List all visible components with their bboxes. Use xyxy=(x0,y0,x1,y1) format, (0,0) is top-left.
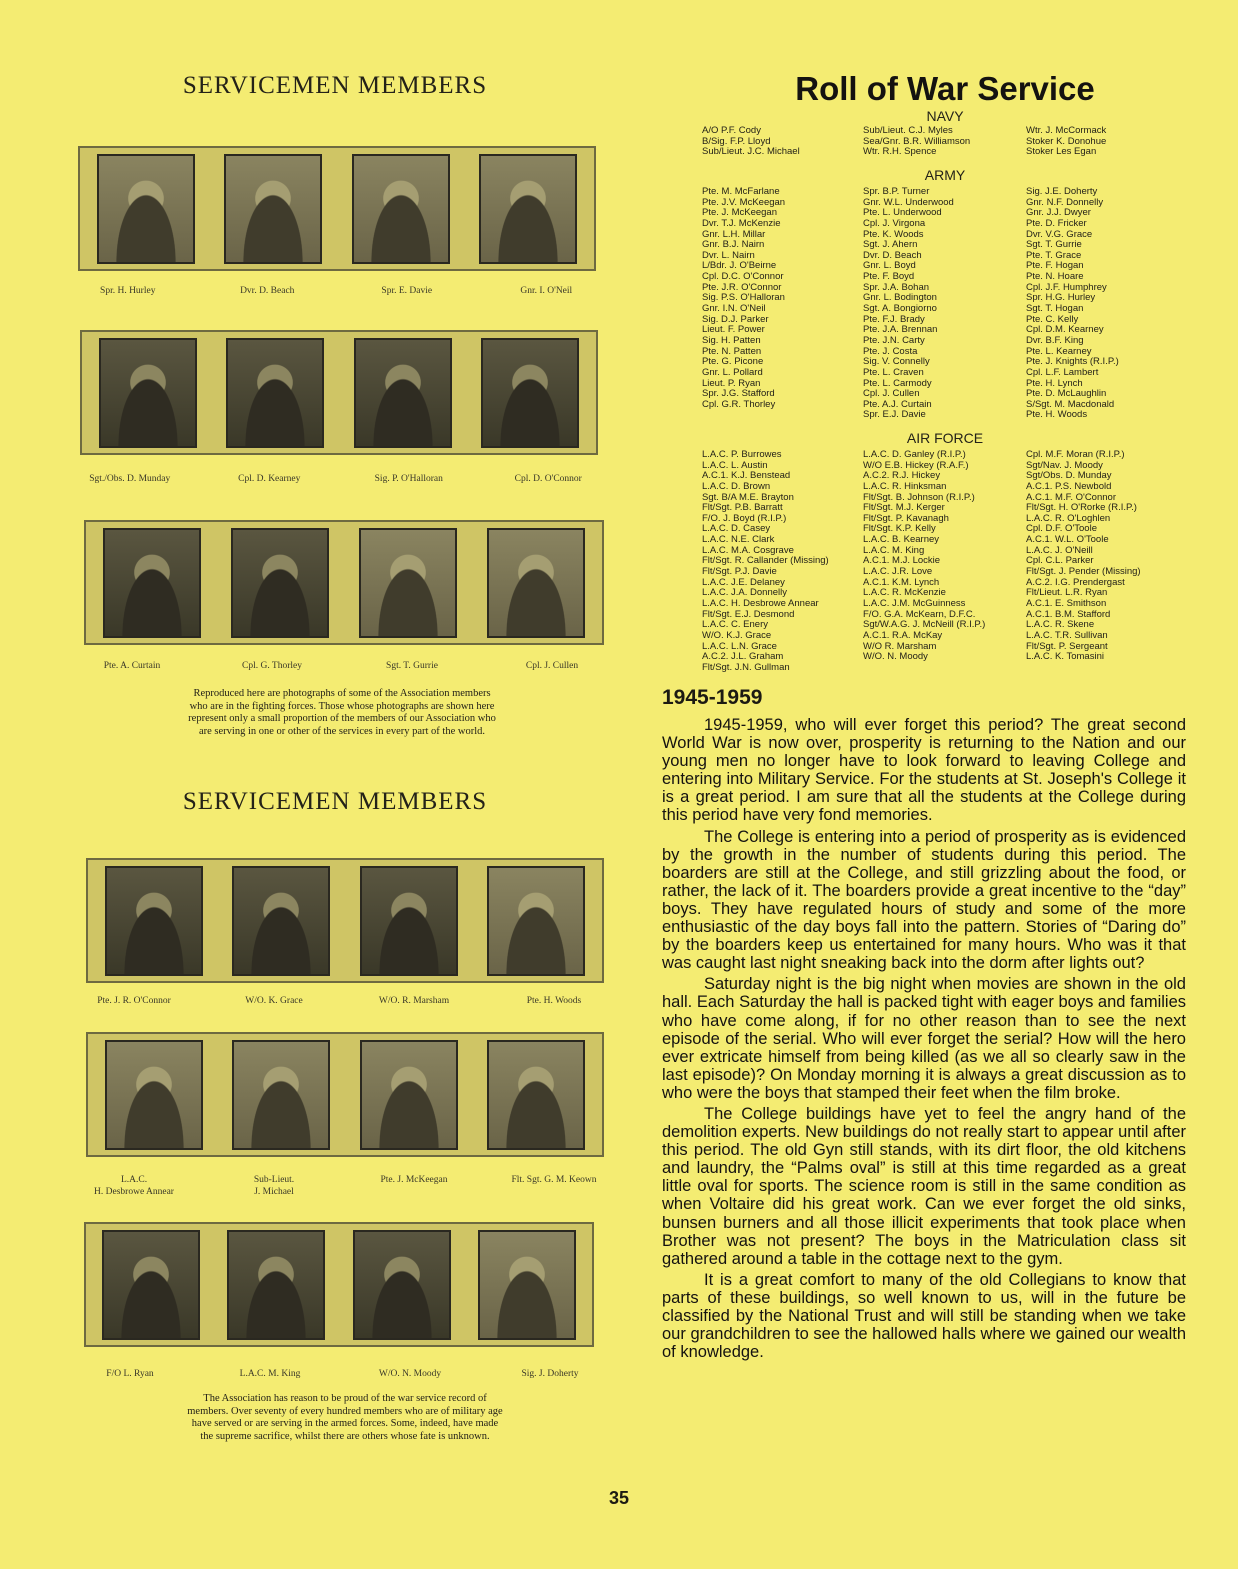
portrait-photo xyxy=(352,154,450,264)
roster-entry: Flt/Sgt. M.J. Kerger xyxy=(863,502,945,514)
portrait-photo xyxy=(354,338,452,448)
roster-entry: Sig. V. Connelly xyxy=(863,356,930,368)
roster-entry: Flt/Sgt. J. Pender (Missing) xyxy=(1026,566,1141,578)
photo-caption: Dvr. D. Beach xyxy=(240,286,295,296)
roster-entry: Dvr. L. Nairn xyxy=(702,249,755,261)
roster-entry: A.C.1. E. Smithson xyxy=(1026,597,1107,609)
roster-entry: Pte. A.J. Curtain xyxy=(863,398,932,410)
roster-entry: L.A.C. D. Casey xyxy=(702,523,771,535)
roster-entry: Gnr. L. Bodington xyxy=(863,292,937,304)
roster-entry: L.A.C. J.R. Love xyxy=(863,566,933,578)
portrait-photo xyxy=(487,528,585,638)
portrait-photo xyxy=(353,1230,451,1340)
photo-caption: Sgt. T. Gurrie xyxy=(386,661,438,671)
roster-entry: A.C.1. M.J. Lockie xyxy=(863,555,941,567)
roster-entry: Sea/Gnr. B.R. Williamson xyxy=(863,135,971,147)
roster-entry: Sgt/Nav. J. Moody xyxy=(1026,459,1103,471)
photo-caption: Pte. A. Curtain xyxy=(103,661,161,671)
roster-entry: Wtr. J. McCormack xyxy=(1026,125,1107,136)
roster-entry: L.A.C. T.R. Sullivan xyxy=(1026,629,1108,641)
roster-entry: Pte. T. Grace xyxy=(1026,249,1082,261)
portrait-photo xyxy=(487,1040,585,1150)
portrait-photo xyxy=(97,154,195,264)
photo-caption: Sig. J. Doherty xyxy=(521,1369,579,1379)
roster-entry: Flt/Sgt. R. Callander (Missing) xyxy=(702,555,829,567)
roster-entry: Sig. P.S. O'Halloran xyxy=(702,292,785,304)
roster-entry: Sgt/Obs. D. Munday xyxy=(1026,470,1112,482)
roster-entry: L.A.C. N.E. Clark xyxy=(702,534,775,546)
army-column-3 xyxy=(1026,187,1119,421)
photo-caption: L.A.C. M. King xyxy=(239,1369,301,1379)
photo-caption: Cpl. J. Cullen xyxy=(525,661,579,671)
photo-caption: Cpl. D. Kearney xyxy=(238,474,301,484)
roster-entry: Pte. D. Fricker xyxy=(1026,217,1087,229)
article-paragraph: The College is entering into a period of prosperity as is evidenced by the growth in the number of students during this period. The boarders are still at the College, and still grizzling about the food, or rather, the lack of it. The boarders provide a great incentive to the “day” boys. They have regulated hours of study and some of the more enthusiastic of the day boys fall into the pattern. Stories of “Daring do” by the boarders keep us entertained for many hours. Who was it that was caught last night sneaking back into the dorm after lights out? xyxy=(662,827,1186,973)
photo-strip-1 xyxy=(78,146,596,271)
roster-entry: L.A.C. M.A. Cosgrave xyxy=(702,544,794,556)
roster-entry: Gnr. I.N. O'Neil xyxy=(702,303,766,315)
roster-entry: Sig. J.E. Doherty xyxy=(1026,186,1098,197)
roster-entry: Pte. N. Hoare xyxy=(1026,271,1084,283)
photo-caption: Flt. Sgt. G. M. Keown xyxy=(511,1175,597,1185)
photo-caption: Gnr. I. O'Neil xyxy=(520,286,573,296)
roster-entry: Cpl. M.F. Moran (R.I.P.) xyxy=(1026,449,1125,460)
photo-strip-4 xyxy=(86,858,604,983)
photo-caption: Spr. E. Davie xyxy=(381,286,433,296)
roster-entry: L.A.C. P. Burrowes xyxy=(702,449,782,460)
photo-caption: L.A.C. H. Desbrowe Annear xyxy=(94,1175,174,1197)
roster-entry: L/Bdr. J. O'Beirne xyxy=(702,260,777,272)
navy-column-2 xyxy=(863,126,970,158)
roster-entry: A.C.2. R.J. Hickey xyxy=(863,470,941,482)
roster-entry: F/O. J. Boyd (R.I.P.) xyxy=(702,512,787,524)
article-paragraph: 1945-1959, who will ever forget this period? The great second World War is now over, prosperity is returning to the Nation and our young men no longer have to look forward to leaving College and entering into Military Service. For the students at St. Joseph's College it is a great period. I am sure that all the students at the College during this period have very fond memories. xyxy=(662,716,1186,825)
roster-entry: L.A.C. R. Hinksman xyxy=(863,480,947,492)
photo-caption: F/O L. Ryan xyxy=(106,1369,154,1379)
roster-entry: L.A.C. J.A. Donnelly xyxy=(702,587,788,599)
roster-entry: Cpl. J. Cullen xyxy=(863,388,920,400)
roster-entry: Pte. J.V. McKeegan xyxy=(702,196,786,208)
air-force-heading: AIR FORCE xyxy=(906,430,984,446)
roster-entry: L.A.C. K. Tomasini xyxy=(1026,651,1104,663)
photo-strip-5 xyxy=(86,1032,604,1157)
roster-entry: Pte. F. Boyd xyxy=(863,271,915,283)
portrait-photo xyxy=(226,338,324,448)
roster-entry: A.C.1. R.A. McKay xyxy=(863,629,943,641)
roster-entry: W/O. N. Moody xyxy=(863,651,928,663)
roster-entry: L.A.C. R. O'Loghlen xyxy=(1026,512,1111,524)
roster-entry: Pte. G. Picone xyxy=(702,356,764,368)
roster-entry: L.A.C. L.N. Grace xyxy=(702,640,777,652)
roster-entry: Flt/Sgt. H. O'Rorke (R.I.P.) xyxy=(1026,502,1137,514)
photo-caption: Pte. J. R. O'Connor xyxy=(97,996,171,1006)
roster-entry: B/Sig. F.P. Lloyd xyxy=(702,135,771,147)
roster-entry: Sgt/W.A.G. J. McNeill (R.I.P.) xyxy=(863,619,986,631)
roster-entry: Pte. J.R. O'Connor xyxy=(702,281,782,293)
roster-entry: Pte. J. McKeegan xyxy=(702,207,777,219)
roster-entry: Pte. L. Underwood xyxy=(863,207,942,219)
photo-caption: W/O. N. Moody xyxy=(378,1369,442,1379)
caption-paragraph-top: Reproduced here are photographs of some of the Association members who are in the fighting forces. Those whose photographs are shown here represent only a small proportion of the members of our Association who are serving in one or other of the services in every part of the world. xyxy=(188,688,496,737)
portrait-photo xyxy=(231,528,329,638)
roster-entry: A.C.1. K.M. Lynch xyxy=(863,576,940,588)
roster-entry: Pte. J.N. Carty xyxy=(863,334,925,346)
roster-entry: Wtr. R.H. Spence xyxy=(863,146,937,158)
roster-entry: L.A.C. H. Desbrowe Annear xyxy=(702,597,819,609)
navy-heading: NAVY xyxy=(926,108,964,124)
roster-entry: Dvr. D. Beach xyxy=(863,249,922,261)
roster-entry: Pte. M. McFarlane xyxy=(702,186,780,197)
photo-caption: Pte. H. Woods xyxy=(526,996,582,1006)
photo-caption: Cpl. D. O'Connor xyxy=(514,474,582,484)
roster-entry: Sgt. T. Gurrie xyxy=(1026,239,1082,251)
roster-entry: S/Sgt. M. Macdonald xyxy=(1026,398,1115,410)
air-column-1 xyxy=(702,450,829,673)
navy-column-1 xyxy=(702,126,800,158)
roster-entry: A.C.1. K.J. Benstead xyxy=(702,470,791,482)
roster-entry: Flt/Sgt. K.P. Kelly xyxy=(863,523,936,535)
roster-entry: Sgt. T. Hogan xyxy=(1026,303,1084,315)
roster-entry: Pte. J. Costa xyxy=(863,345,918,357)
portrait-photo xyxy=(99,338,197,448)
roster-entry: Gnr. L. Boyd xyxy=(863,260,916,272)
roster-entry: L.A.C. J.M. McGuinness xyxy=(863,597,966,609)
roster-entry: Spr. E.J. Davie xyxy=(863,409,926,421)
air-column-2 xyxy=(863,450,985,663)
roster-entry: L.A.C. R. Skene xyxy=(1026,619,1095,631)
photo-captions-1 xyxy=(58,285,616,297)
roster-entry: Flt/Sgt. J.N. Gullman xyxy=(702,661,790,673)
roster-entry: Sig. D.J. Parker xyxy=(702,313,769,325)
roster-entry: Flt/Sgt. E.J. Desmond xyxy=(702,608,795,620)
roster-entry: Sgt. A. Bongiorno xyxy=(863,303,937,315)
roster-entry: A.C.1. B.M. Stafford xyxy=(1026,608,1111,620)
roster-entry: Pte. H. Woods xyxy=(1026,409,1088,421)
article-body xyxy=(662,716,1186,1364)
roster-entry: W/O E.B. Hickey (R.A.F.) xyxy=(863,459,969,471)
roster-entry: Pte. N. Patten xyxy=(702,345,762,357)
roster-entry: Lieut. P. Ryan xyxy=(702,377,761,389)
roster-entry: Gnr. N.F. Donnelly xyxy=(1026,196,1104,208)
roster-entry: Lieut. F. Power xyxy=(702,324,765,336)
roster-entry: Pte. F. Hogan xyxy=(1026,260,1084,272)
photo-captions-4 xyxy=(64,995,624,1007)
roster-entry: Cpl. D.C. O'Connor xyxy=(702,271,784,283)
army-column-2 xyxy=(863,187,954,421)
photo-captions-3 xyxy=(62,660,622,672)
portrait-photo xyxy=(105,866,203,976)
photo-strip-3 xyxy=(84,520,604,645)
portrait-photo xyxy=(479,154,577,264)
army-column-1 xyxy=(702,187,785,410)
roster-entry: Gnr. L. Pollard xyxy=(702,366,763,378)
article-heading: 1945-1959 xyxy=(662,686,763,709)
roster-entry: L.A.C. L. Austin xyxy=(702,459,768,471)
roster-entry: L.A.C. D. Ganley (R.I.P.) xyxy=(863,449,966,460)
portrait-photo xyxy=(359,528,457,638)
roster-entry: Gnr. J.J. Dwyer xyxy=(1026,207,1091,219)
roster-entry: L.A.C. B. Kearney xyxy=(863,534,940,546)
photo-caption: Sig. P. O'Halloran xyxy=(374,474,443,484)
portrait-photo xyxy=(224,154,322,264)
roster-entry: L.A.C. J.E. Delaney xyxy=(702,576,785,588)
roster-entry: Flt/Lieut. L.R. Ryan xyxy=(1026,587,1108,599)
roster-entry: Pte. L. Kearney xyxy=(1026,345,1092,357)
roster-entry: F/O. G.A. McKearn, D.F.C. xyxy=(863,608,976,620)
navy-column-3 xyxy=(1026,126,1106,158)
section-heading-top: SERVICEMEN MEMBERS xyxy=(182,72,488,99)
photo-strip-2 xyxy=(80,330,598,455)
roster-entry: Dvr. B.F. King xyxy=(1026,334,1084,346)
roster-entry: L.A.C. J. O'Neill xyxy=(1026,544,1093,556)
roster-entry: Flt/Sgt. P. Sergeant xyxy=(1026,640,1108,652)
roster-entry: Gnr. L.H. Millar xyxy=(702,228,766,240)
portrait-photo xyxy=(227,1230,325,1340)
roster-entry: Pte. C. Kelly xyxy=(1026,313,1079,325)
portrait-photo xyxy=(478,1230,576,1340)
roster-entry: W/O. K.J. Grace xyxy=(702,629,772,641)
roster-entry: Flt/Sgt. P.J. Davie xyxy=(702,566,777,578)
army-heading: ARMY xyxy=(924,167,966,183)
roster-entry: Sub/Lieut. J.C. Michael xyxy=(702,146,800,158)
air-column-3 xyxy=(1026,450,1141,663)
roster-entry: Spr. B.P. Turner xyxy=(863,186,930,197)
photo-caption: Sub-Lieut. J. Michael xyxy=(253,1175,295,1197)
roster-entry: L.A.C. C. Enery xyxy=(702,619,768,631)
photo-captions-2 xyxy=(60,473,618,485)
roster-entry: L.A.C. R. McKenzie xyxy=(863,587,946,599)
photo-caption: W/O. R. Marsham xyxy=(378,996,450,1006)
roster-entry: Spr. J.A. Bohan xyxy=(863,281,930,293)
roster-entry: Gnr. W.L. Underwood xyxy=(863,196,954,208)
roster-entry: A.C.1. M.F. O'Connor xyxy=(1026,491,1116,503)
portrait-photo xyxy=(360,1040,458,1150)
roster-entry: Sgt. B/A M.E. Brayton xyxy=(702,491,794,503)
article-paragraph: The College buildings have yet to feel the angry hand of the demolition experts. New buildings do not really start to appear until after this period. The old Gyn still stands, with its dirt floor, the old kitchens and laundry, the “Palms oval” is still at this time regarded as a great little oval for sports. The science room is still in the same condition as when Voltaire did his great work. Can we ever forget the old sinks, bunsen burners and all those illicit experiments that took place when Brother was not present? The boys in the Matriculation class sit gathered around a table in the cottage next to the gym. xyxy=(662,1104,1186,1268)
caption-paragraph-bottom: The Association has reason to be proud of the war service record of members. Over seventy of every hundred members who are of military age have served or are serving in the armed forces. Some, indeed, have made the supreme sacrifice, whilst there are others whose fate is unknown. xyxy=(187,1393,503,1442)
roster-entry: A.C.1. W.L. O'Toole xyxy=(1026,534,1109,546)
photo-caption: Sgt./Obs. D. Munday xyxy=(89,474,171,484)
roster-entry: Sub/Lieut. C.J. Myles xyxy=(863,125,953,136)
roster-entry: Cpl. L.F. Lambert xyxy=(1026,366,1099,378)
roster-entry: Cpl. C.L. Parker xyxy=(1026,555,1094,567)
roster-entry: Dvr. T.J. McKenzie xyxy=(702,217,781,229)
roster-entry: Pte. D. McLaughlin xyxy=(1026,388,1107,400)
roster-entry: L.A.C. D. Brown xyxy=(702,480,771,492)
roster-entry: Pte. J. Knights (R.I.P.) xyxy=(1026,356,1119,368)
roster-entry: Cpl. D.F. O'Toole xyxy=(1026,523,1097,535)
photo-strip-6 xyxy=(84,1222,594,1347)
roster-entry: Flt/Sgt. B. Johnson (R.I.P.) xyxy=(863,491,975,503)
roster-entry: Dvr. V.G. Grace xyxy=(1026,228,1093,240)
photo-captions-6 xyxy=(60,1368,620,1380)
photo-caption: Cpl. G. Thorley xyxy=(242,661,302,671)
photo-captions-5 xyxy=(64,1174,624,1198)
photo-caption: Pte. J. McKeegan xyxy=(380,1175,448,1185)
roster-entry: Gnr. B.J. Nairn xyxy=(702,239,765,251)
page-number: 35 xyxy=(608,1488,630,1508)
roster-entry: Pte. L. Craven xyxy=(863,366,924,378)
roster-entry: A.C.2. J.L. Graham xyxy=(702,651,784,663)
roll-title: Roll of War Service xyxy=(795,70,1095,107)
roster-entry: W/O R. Marsham xyxy=(863,640,937,652)
roster-entry: Pte. J.A. Brennan xyxy=(863,324,938,336)
roster-entry: Sig. H. Patten xyxy=(702,334,761,346)
roster-entry: Spr. J.G. Stafford xyxy=(702,388,775,400)
photo-caption: W/O. K. Grace xyxy=(245,996,303,1006)
roster-entry: L.A.C. M. King xyxy=(863,544,925,556)
roster-entry: Cpl. J.F. Humphrey xyxy=(1026,281,1107,293)
portrait-photo xyxy=(481,338,579,448)
portrait-photo xyxy=(360,866,458,976)
portrait-photo xyxy=(102,1230,200,1340)
portrait-photo xyxy=(105,1040,203,1150)
article-paragraph: It is a great comfort to many of the old Collegians to know that parts of these buildings, so well known to us, will in the future be classified by the National Trust and will still be standing when we take our grandchildren to see the hallowed halls where we gained our wealth of knowledge. xyxy=(662,1270,1186,1362)
roster-entry: Pte. L. Carmody xyxy=(863,377,932,389)
section-heading-bottom: SERVICEMEN MEMBERS xyxy=(182,788,488,815)
portrait-photo xyxy=(103,528,201,638)
roster-entry: Stoker Les Egan xyxy=(1026,146,1097,158)
roster-entry: Spr. H.G. Hurley xyxy=(1026,292,1096,304)
roster-entry: Flt/Sgt. P. Kavanagh xyxy=(863,512,949,524)
portrait-photo xyxy=(232,1040,330,1150)
portrait-photo xyxy=(487,866,585,976)
photo-caption: Spr. H. Hurley xyxy=(100,286,156,296)
roster-entry: A/O P.F. Cody xyxy=(702,125,761,136)
roster-entry: Stoker K. Donohue xyxy=(1026,135,1107,147)
roster-entry: A.C.2. I.G. Prendergast xyxy=(1026,576,1125,588)
roster-entry: Cpl. G.R. Thorley xyxy=(702,398,776,410)
roster-entry: Cpl. J. Virgona xyxy=(863,217,926,229)
roster-entry: Sgt. J. Ahern xyxy=(863,239,918,251)
roster-entry: Pte. K. Woods xyxy=(863,228,924,240)
roster-entry: Cpl. D.M. Kearney xyxy=(1026,324,1104,336)
roster-entry: Pte. F.J. Brady xyxy=(863,313,925,325)
roster-entry: Pte. H. Lynch xyxy=(1026,377,1083,389)
portrait-photo xyxy=(232,866,330,976)
roster-entry: A.C.1. P.S. Newbold xyxy=(1026,480,1112,492)
roster-entry: Flt/Sgt. P.B. Barratt xyxy=(702,502,783,514)
article-paragraph: Saturday night is the big night when movies are shown in the old hall. Each Saturday the hall is packed tight with eager boys and families who have come along, if for no other reason than to see the next episode of the serial. Who will ever forget the serial? How will the hero ever extricate himself from being killed (as we all so clearly saw in the last episode)? On Monday morning it is always a great discussion as to who were the boys that stamped their feet when the film broke. xyxy=(662,975,1186,1102)
